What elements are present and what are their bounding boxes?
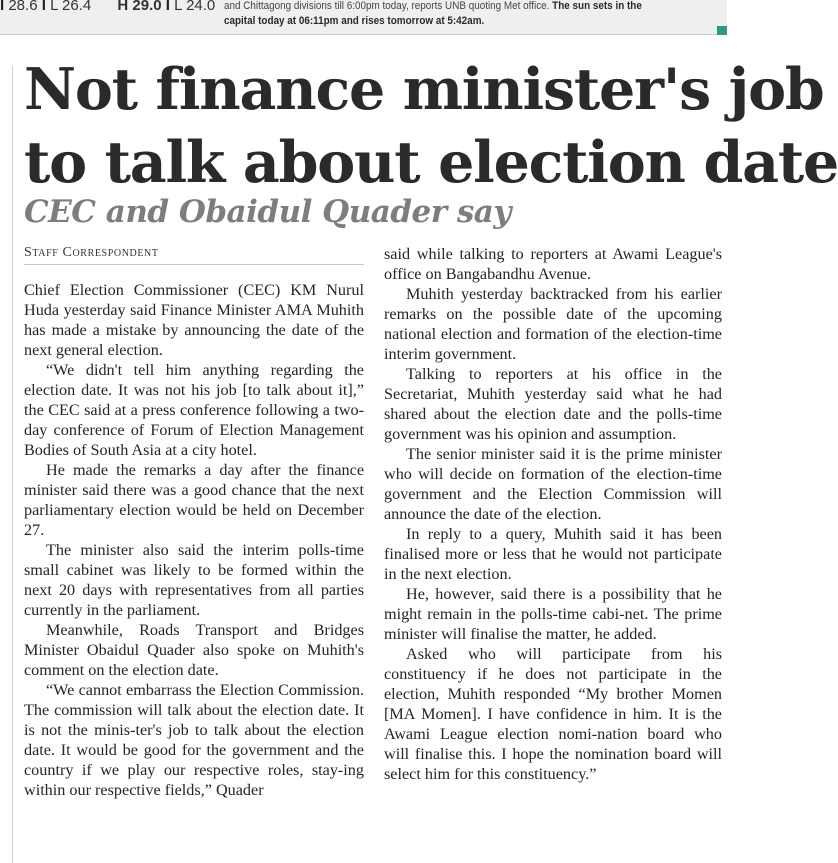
article-column-2 <box>384 244 722 784</box>
forecast-plain: and Chittagong divisions till 6:00pm today, reports UNB quoting Met office. <box>224 0 550 12</box>
paragraph: “We didn't tell him anything regarding the election date. It was not his job [to talk about it],” the CEC said at a press conference following a two-day conference of Forum of Election Management Bodies of South Asia at a city hotel. <box>24 361 364 459</box>
forecast-text <box>224 0 654 29</box>
headline-line-2: to talk about election date <box>24 129 838 196</box>
headline-line-1: Not finance minister's job <box>24 56 824 123</box>
paragraph: Asked who will participate from his constituency if he does not participate in the election, Muhith responded “My brother Momen [MA Momen]. I have confidence in him. It is the Awami League election nomi-nation board who will finalise this. I hope the nomination board will select him for this constituency.” <box>384 645 722 783</box>
weather-separator: I <box>0 0 5 14</box>
paragraph: Chief Election Commissioner (CEC) KM Nurul Huda yesterday said Finance Minister AMA Muhith has made a mistake by announcing the date of the next general election. <box>24 281 364 359</box>
column-rule <box>12 66 13 863</box>
subheadline: CEC and Obaidul Quader say <box>24 194 511 230</box>
paragraph: Talking to reporters at his office in the Secretariat, Muhith yesterday said what he had shared about the election date and the polls-time government was his opinion and assumption. <box>384 365 722 443</box>
paragraph: He made the remarks a day after the finance minister said there was a good chance that the next parliamentary election would be held on December 27. <box>24 461 364 539</box>
weather-low-2: L 24.0 <box>174 0 216 14</box>
weather-strip <box>0 0 727 35</box>
accent-block <box>717 26 727 35</box>
paragraph: said while talking to reporters at Awami League's office on Bangabandhu Avenue. <box>384 245 722 283</box>
headline <box>24 53 838 199</box>
weather-separator: I <box>41 0 46 14</box>
paragraph: The senior minister said it is the prime minister who will decide on formation of the election-time government and the Election Commission will announce the date of the election. <box>384 445 722 523</box>
paragraph: He, however, said there is a possibility that he might remain in the polls-time cabi-net. The prime minister will finalise the matter, he added. <box>384 585 722 643</box>
paragraph: In reply to a query, Muhith said it has been finalised more or less that he would not participate in the next election. <box>384 525 722 583</box>
paragraph: “We cannot embarrass the Election Commission. The commission will talk about the election date. It is not the minis-ter's job to talk about the election date. It would be good for the government and the country if we play our respective roles, stay-ing within our respective fields,” Quader <box>24 681 364 799</box>
byline: Staff Correspondent <box>24 244 364 265</box>
weather-high-2: H 29.0 <box>117 0 162 14</box>
paragraph: The minister also said the interim polls-time small cabinet was likely to be formed within the next 20 days with representatives from all parties currently in the parliament. <box>24 541 364 619</box>
paragraph: Meanwhile, Roads Transport and Bridges Minister Obaidul Quader also spoke on Muhith's comment on the election date. <box>24 621 364 679</box>
article-column-1 <box>24 280 364 800</box>
weather-low-partial: 28.6 <box>8 0 38 14</box>
weather-readings <box>0 0 215 14</box>
forecast-sun-times: The sun sets in the capital today at 06:11pm and rises tomorrow at 5:42am. <box>224 0 642 27</box>
weather-separator: I <box>165 0 170 14</box>
weather-low-1: L 26.4 <box>50 0 92 14</box>
paragraph: Muhith yesterday backtracked from his earlier remarks on the possible date of the upcoming national election and formation of the election-time interim government. <box>384 285 722 363</box>
